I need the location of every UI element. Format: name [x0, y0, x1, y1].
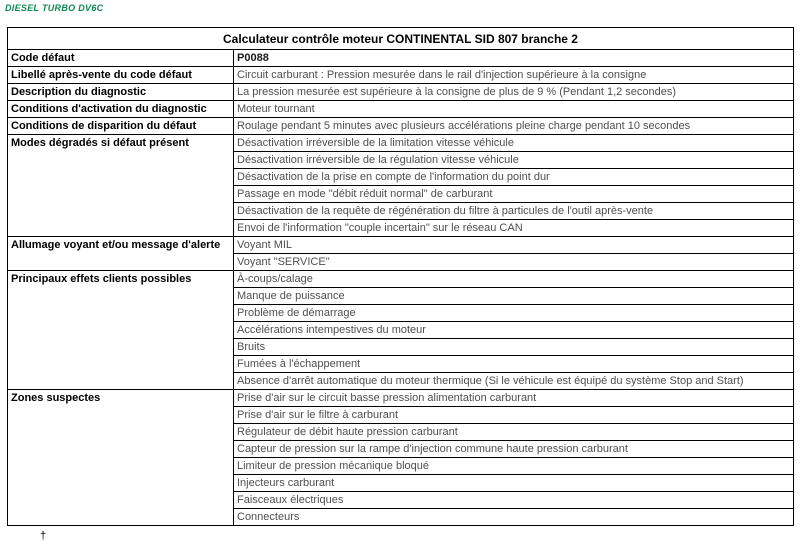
table-row [8, 237, 794, 254]
row-label: Libellé après-vente du code défaut [8, 67, 234, 84]
table-title: Calculateur contrôle moteur CONTINENTAL SID 807 branche 2 [8, 28, 794, 50]
fault-code-table [7, 27, 794, 526]
row-value: Moteur tournant [234, 101, 794, 118]
row-value: Roulage pendant 5 minutes avec plusieurs accélérations pleine charge pendant 10 secondes [234, 118, 794, 135]
row-value: Accélérations intempestives du moteur [234, 322, 794, 339]
row-value: Désactivation irréversible de la régulation vitesse véhicule [234, 152, 794, 169]
row-value: Manque de puissance [234, 288, 794, 305]
row-value: Connecteurs [234, 509, 794, 526]
row-value: Absence d'arrêt automatique du moteur thermique (Si le véhicule est équipé du système Stop and Start) [234, 373, 794, 390]
row-value: Limiteur de pression mécanique bloqué [234, 458, 794, 475]
row-value: Problème de démarrage [234, 305, 794, 322]
row-value: À-coups/calage [234, 271, 794, 288]
row-label: Description du diagnostic [8, 84, 234, 101]
row-value: Voyant "SERVICE" [234, 254, 794, 271]
table-row [8, 118, 794, 135]
row-value: Prise d'air sur le circuit basse pression alimentation carburant [234, 390, 794, 407]
row-value: Passage en mode "débit réduit normal" de carburant [234, 186, 794, 203]
row-value: Désactivation irréversible de la limitation vitesse véhicule [234, 135, 794, 152]
row-label: Modes dégradés si défaut présent [8, 135, 234, 237]
row-value: Faisceaux électriques [234, 492, 794, 509]
row-value: Envoi de l'information "couple incertain" sur le réseau CAN [234, 220, 794, 237]
table-row [8, 135, 794, 152]
row-value: La pression mesurée est supérieure à la consigne de plus de 9 % (Pendant 1,2 secondes) [234, 84, 794, 101]
table-row [8, 101, 794, 118]
row-value: Désactivation de la requête de régénération du filtre à particules de l'outil après-vente [234, 203, 794, 220]
table-row [8, 67, 794, 84]
row-value: Bruits [234, 339, 794, 356]
row-value: Voyant MIL [234, 237, 794, 254]
row-value: Prise d'air sur le filtre à carburant [234, 407, 794, 424]
table-title-row [8, 28, 794, 50]
cut-off-cross-glyph: † [40, 530, 47, 542]
row-value: Capteur de pression sur la rampe d'injection commune haute pression carburant [234, 441, 794, 458]
row-value: Fumées à l'échappement [234, 356, 794, 373]
row-value: Circuit carburant : Pression mesurée dans le rail d'injection supérieure à la consigne [234, 67, 794, 84]
row-label: Allumage voyant et/ou message d'alerte [8, 237, 234, 271]
fault-table-body [8, 50, 794, 526]
row-label: Conditions de disparition du défaut [8, 118, 234, 135]
table-row [8, 84, 794, 101]
row-label: Principaux effets clients possibles [8, 271, 234, 390]
engine-variant-label: DIESEL TURBO DV6C [5, 3, 104, 13]
table-row [8, 271, 794, 288]
table-row [8, 50, 794, 67]
row-value: Injecteurs carburant [234, 475, 794, 492]
row-value: P0088 [234, 50, 794, 67]
row-value: Régulateur de débit haute pression carburant [234, 424, 794, 441]
row-value: Désactivation de la prise en compte de l'information du point dur [234, 169, 794, 186]
table-row [8, 390, 794, 407]
row-label: Zones suspectes [8, 390, 234, 526]
row-label: Conditions d'activation du diagnostic [8, 101, 234, 118]
row-label: Code défaut [8, 50, 234, 67]
